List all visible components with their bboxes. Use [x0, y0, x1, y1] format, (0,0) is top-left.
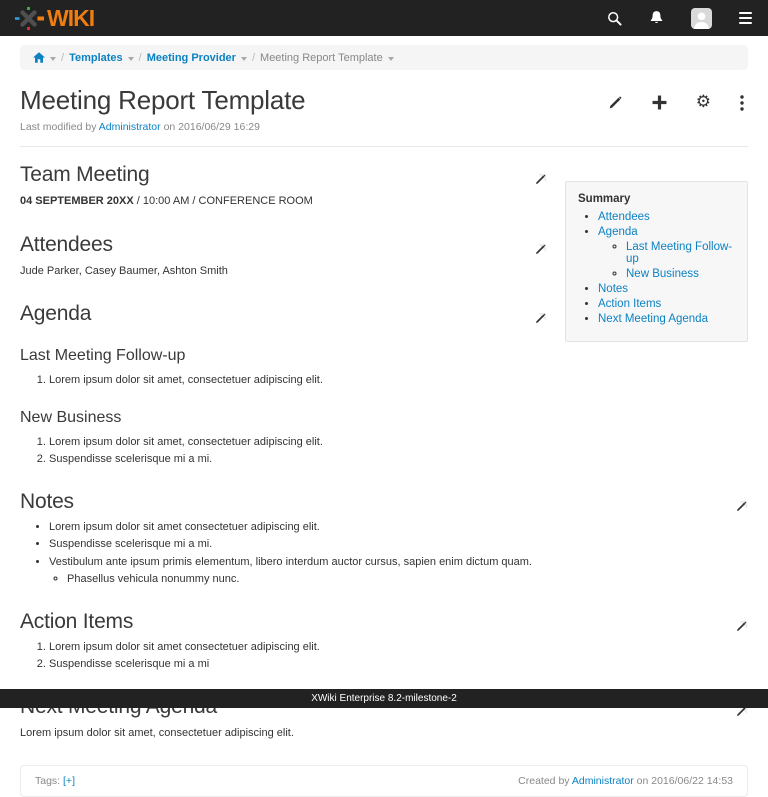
- summary-link-attendees[interactable]: Attendees: [598, 211, 650, 223]
- list-item: 1. Lorem ipsum dolor sit amet, consectetuer adipiscing elit.: [49, 435, 748, 450]
- list-item: 2. Suspendisse scelerisque mi a mi.: [49, 452, 748, 467]
- section-edit-pencil-icon[interactable]: [735, 495, 748, 519]
- edit-pencil-icon[interactable]: [608, 95, 623, 110]
- list-item: 1. Lorem ipsum dolor sit amet consectetuer adipiscing elit.: [49, 640, 748, 655]
- user-avatar[interactable]: [691, 8, 712, 29]
- list-item: [626, 268, 735, 280]
- summary-link-next-meeting-agenda[interactable]: Next Meeting Agenda: [598, 313, 708, 325]
- page-actions: [608, 94, 748, 111]
- tags-label: Tags:: [35, 775, 64, 788]
- xwiki-logo[interactable]: [14, 5, 94, 32]
- breadcrumb-item-templates[interactable]: Templates: [69, 51, 123, 64]
- chevron-down-icon[interactable]: [241, 57, 247, 61]
- section-title-notes: Notes: [20, 490, 748, 514]
- breadcrumb-separator: /: [251, 51, 256, 64]
- list-item: • Lorem ipsum dolor sit amet consectetuer adipiscing elit.: [49, 520, 748, 535]
- new-business-list: [20, 435, 748, 467]
- section-title-agenda: Agenda: [20, 302, 748, 326]
- home-icon[interactable]: [33, 52, 45, 63]
- summary-title: Summary: [578, 193, 631, 205]
- page-content: [0, 163, 768, 741]
- list-item: 2. Suspendisse scelerisque mi a mi: [49, 657, 748, 672]
- summary-link-new-business[interactable]: New Business: [626, 268, 699, 280]
- page-title: Meeting Report Template: [20, 85, 306, 115]
- last-modified-line: [0, 121, 768, 133]
- last-modified-suffix: on 2016/06/29 16:29: [160, 121, 260, 133]
- last-modified-prefix: Last modified by: [20, 121, 99, 133]
- xwiki-logo-x-icon: [14, 5, 46, 32]
- section-edit-pencil-icon[interactable]: [735, 615, 748, 639]
- chevron-down-icon[interactable]: [128, 57, 134, 61]
- navbar-icons: [607, 8, 752, 29]
- created-user-link[interactable]: Administrator: [571, 775, 634, 788]
- section-title-action-items: Action Items: [20, 610, 748, 634]
- version-footer: [0, 689, 768, 708]
- meeting-date: 04 SEPTEMBER 20XX: [20, 195, 134, 207]
- notes-list: [20, 520, 748, 587]
- breadcrumb-separator: /: [138, 51, 142, 64]
- list-item: [598, 211, 735, 223]
- section-title-attendees: Attendees: [20, 233, 748, 257]
- section-edit-pencil-icon[interactable]: [534, 238, 547, 262]
- summary-link-last-meeting-follow-up[interactable]: Last Meeting Follow-up: [626, 241, 733, 265]
- search-icon[interactable]: [607, 11, 622, 26]
- document-info-bar: [20, 765, 748, 797]
- settings-gear-icon[interactable]: ⚙: [695, 92, 711, 112]
- action-items-list: [20, 640, 748, 672]
- xwiki-logo-text: WIKI: [47, 4, 95, 31]
- version-text: XWiki Enterprise 8.2-milestone-2: [311, 693, 457, 704]
- section-title-new-business: New Business: [20, 408, 122, 426]
- breadcrumb-separator: /: [61, 51, 65, 64]
- list-item: [626, 241, 735, 265]
- list-item: • Vestibulum ante ipsum primis elementum, libero interdum auctor cursus, sapien enim dictum quam. ◦ Phasellus vehicula nonummy nunc.: [49, 555, 748, 587]
- list-item: 1. Lorem ipsum dolor sit amet, consectetuer adipiscing elit.: [49, 373, 748, 388]
- created-by-line: [518, 775, 733, 787]
- next-meeting-agenda-text: Lorem ipsum dolor sit amet, consectetuer adipiscing elit.: [20, 726, 294, 739]
- attendees-names: Jude Parker, Casey Baumer, Ashton Smith: [20, 264, 228, 277]
- created-suffix: on 2016/06/22 14:53: [633, 775, 733, 788]
- summary-link-notes[interactable]: Notes: [598, 283, 629, 295]
- summary-link-action-items[interactable]: Action Items: [598, 298, 662, 310]
- meeting-time-place: / 10:00 AM / CONFERENCE ROOM: [133, 195, 313, 207]
- list-item: [598, 283, 735, 295]
- section-edit-pencil-icon[interactable]: [534, 307, 547, 331]
- tags-area: [35, 775, 75, 787]
- summary-link-agenda[interactable]: Agenda: [598, 226, 638, 238]
- more-kebab-icon[interactable]: [740, 95, 744, 111]
- list-item: • Suspendisse scelerisque mi a mi.: [49, 537, 748, 552]
- section-edit-pencil-icon[interactable]: [534, 168, 547, 192]
- top-navbar: [0, 0, 768, 36]
- breadcrumb: [20, 45, 748, 70]
- list-item: [598, 313, 735, 325]
- add-plus-icon[interactable]: [652, 95, 667, 110]
- list-item: ◦ Phasellus vehicula nonummy nunc.: [67, 572, 748, 587]
- list-item: [598, 298, 735, 310]
- title-divider: [20, 146, 748, 147]
- summary-panel: [565, 181, 748, 342]
- created-prefix: Created by: [518, 775, 572, 788]
- chevron-down-icon[interactable]: [388, 57, 394, 61]
- breadcrumb-item-meeting-provider[interactable]: Meeting Provider: [146, 51, 236, 64]
- chevron-down-icon[interactable]: [50, 57, 56, 61]
- section-title-team-meeting: Team Meeting: [20, 163, 748, 187]
- list-item: [598, 226, 735, 280]
- breadcrumb-item-current: Meeting Report Template: [260, 51, 383, 64]
- drawer-menu-icon[interactable]: [739, 12, 752, 24]
- add-tag-button[interactable]: [+]: [63, 775, 75, 788]
- last-modified-user-link[interactable]: Administrator: [98, 121, 161, 133]
- notifications-bell-icon[interactable]: [649, 10, 664, 26]
- last-meeting-follow-up-list: [20, 373, 748, 388]
- section-title-last-meeting-follow-up: Last Meeting Follow-up: [20, 347, 186, 364]
- summary-toc: [578, 211, 735, 325]
